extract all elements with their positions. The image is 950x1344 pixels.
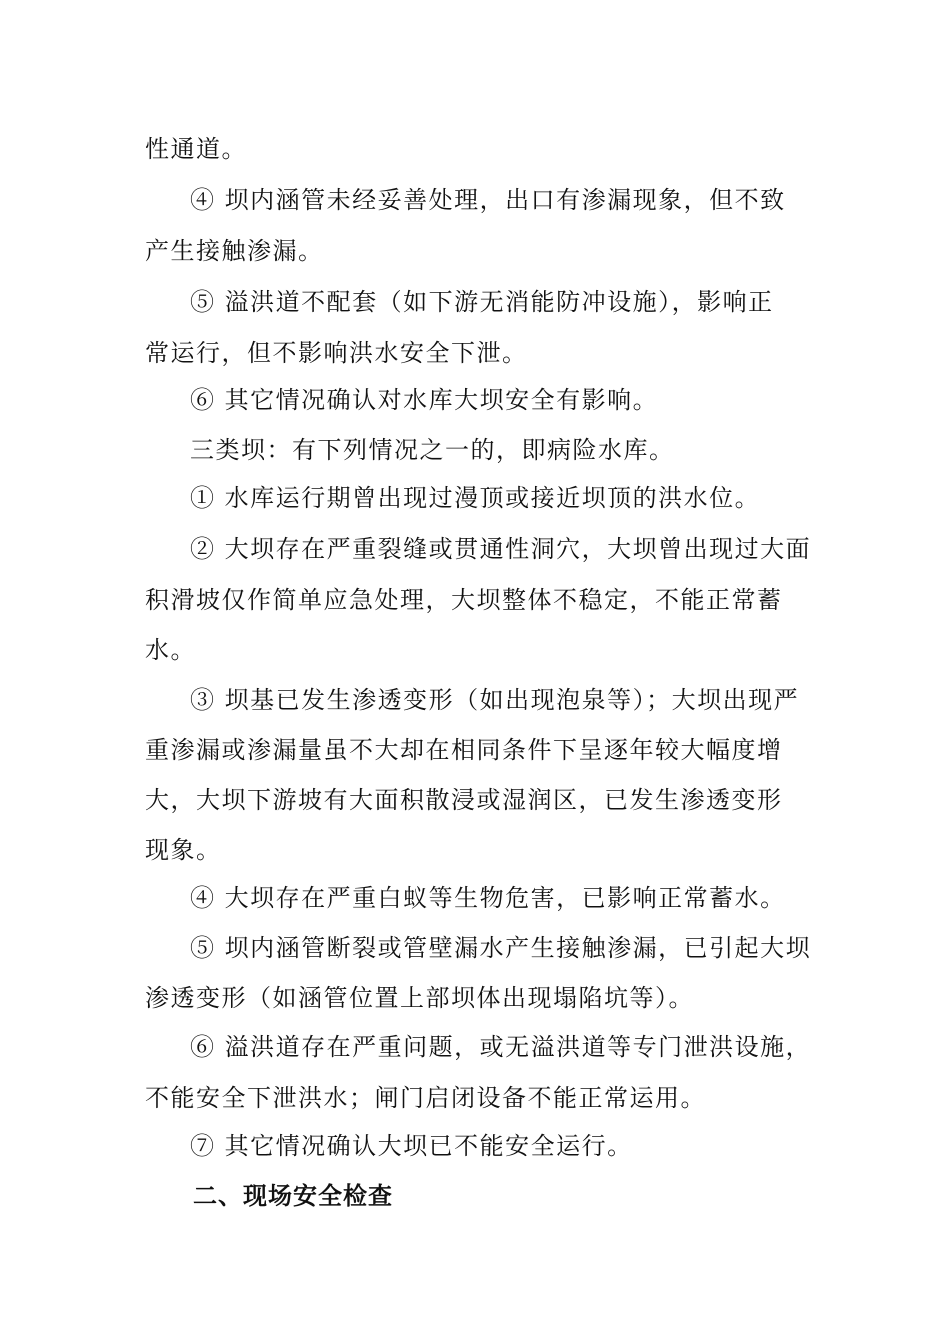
- text-line: ⑥ 其它情况确认对水库大坝安全有影响。: [190, 386, 659, 414]
- text-line: 大，大坝下游坡有大面积散浸或湿润区，已发生渗透变形: [145, 786, 783, 814]
- section-heading: 二、现场安全检查: [193, 1182, 393, 1210]
- text-line: 三类坝：有下列情况之一的，即病险水库。: [190, 436, 675, 464]
- text-line: ⑤ 坝内涵管断裂或管壁漏水产生接触渗漏，已引起大坝: [190, 934, 812, 962]
- text-line: ① 水库运行期曾出现过漫顶或接近坝顶的洪水位。: [190, 484, 761, 512]
- text-line: ③ 坝基已发生渗透变形（如出现泡泉等）；大坝出现严: [190, 686, 800, 714]
- text-line: ⑥ 溢洪道存在严重问题，或无溢洪道等专门泄洪设施，: [190, 1033, 812, 1061]
- text-line: 重渗漏或渗漏量虽不大却在相同条件下呈逐年较大幅度增: [145, 736, 783, 764]
- text-line: 积滑坡仅作简单应急处理，大坝整体不稳定，不能正常蓄: [145, 586, 783, 614]
- text-line: 性通道。: [145, 135, 247, 163]
- text-line: 产生接触渗漏。: [145, 237, 324, 265]
- text-line: 水。: [145, 636, 196, 664]
- text-line: 常运行，但不影响洪水安全下泄。: [145, 339, 528, 367]
- text-line: 现象。: [145, 836, 222, 864]
- text-line: 渗透变形（如涵管位置上部坝体出现塌陷坑等）。: [145, 984, 694, 1012]
- text-line: ② 大坝存在严重裂缝或贯通性洞穴，大坝曾出现过大面: [190, 535, 812, 563]
- text-line: ④ 坝内涵管未经妥善处理，出口有渗漏现象，但不致: [190, 186, 786, 214]
- text-line: 不能安全下泄洪水；闸门启闭设备不能正常运用。: [145, 1084, 706, 1112]
- text-line: ④ 大坝存在严重白蚁等生物危害，已影响正常蓄水。: [190, 884, 786, 912]
- text-line: ⑤ 溢洪道不配套（如下游无消能防冲设施），影响正: [190, 288, 774, 316]
- text-line: ⑦ 其它情况确认大坝已不能安全运行。: [190, 1132, 633, 1160]
